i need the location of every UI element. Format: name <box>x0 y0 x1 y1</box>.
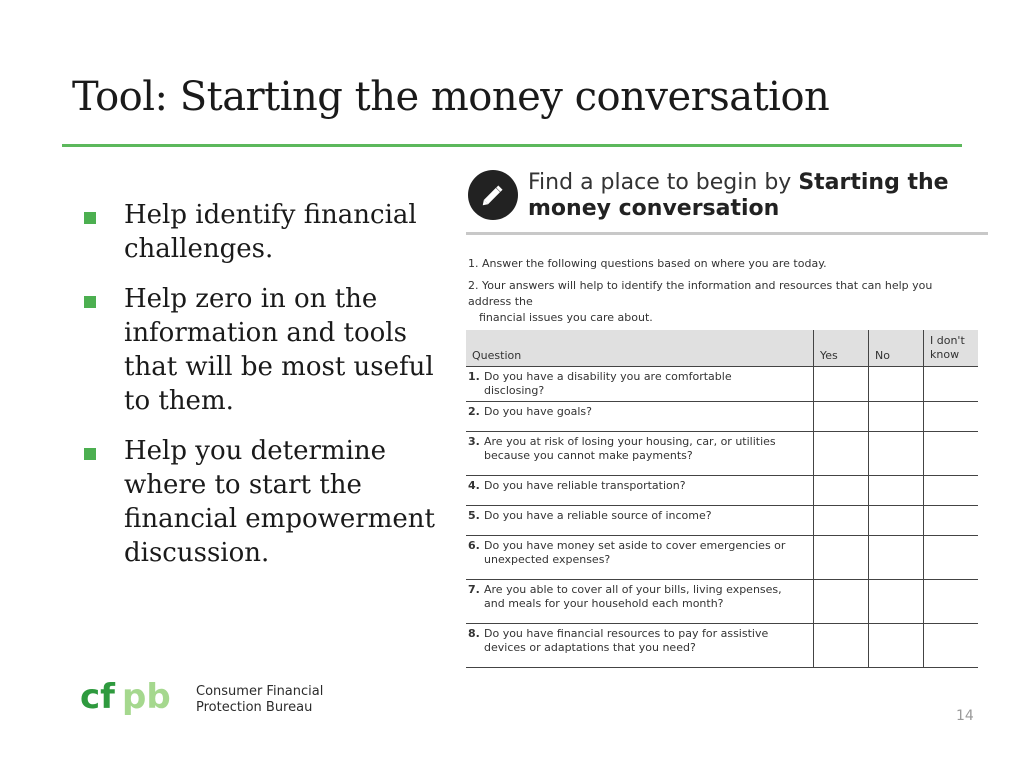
yes-answer-cell[interactable] <box>814 624 869 668</box>
yes-answer-cell[interactable] <box>814 367 869 402</box>
question-cell <box>466 402 814 432</box>
title-divider <box>62 144 962 147</box>
question-number: 5. <box>468 509 480 522</box>
svg-text:pb: pb <box>122 677 171 717</box>
no-answer-cell[interactable] <box>869 580 924 624</box>
table-row <box>466 432 978 476</box>
cfpb-logo-icon <box>80 676 190 726</box>
worksheet-heading-bold-2: money conversation <box>528 196 780 221</box>
instruction-1: 1. Answer the following questions based on where you are today. <box>468 257 827 270</box>
question-number: 6. <box>468 539 480 552</box>
agency-name <box>196 684 323 716</box>
question-text: Do you have goals? <box>484 405 592 418</box>
no-answer-cell[interactable] <box>869 536 924 580</box>
question-number: 3. <box>468 435 480 448</box>
slide-title: Tool: Starting the money conversation <box>72 74 830 120</box>
question-text: Do you have money set aside to cover emergencies or unexpected expenses? <box>484 539 786 566</box>
table-header-row <box>466 330 978 367</box>
table-row <box>466 580 978 624</box>
yes-answer-cell[interactable] <box>814 402 869 432</box>
table-row <box>466 367 978 402</box>
pencil-icon <box>468 170 518 220</box>
agency-name-line-1: Consumer Financial <box>196 684 324 699</box>
worksheet-heading <box>528 170 949 222</box>
column-header-dont-know <box>924 330 979 367</box>
no-answer-cell[interactable] <box>869 476 924 506</box>
no-answer-cell[interactable] <box>869 402 924 432</box>
question-text: Are you able to cover all of your bills, living expenses, and meals for your household each month? <box>484 583 782 610</box>
question-cell <box>466 624 814 668</box>
dont-know-answer-cell[interactable] <box>924 506 979 536</box>
bullet-item <box>84 282 444 418</box>
question-cell <box>466 506 814 536</box>
dont-know-answer-cell[interactable] <box>924 402 979 432</box>
question-text: Do you have reliable transportation? <box>484 479 686 492</box>
table-row <box>466 476 978 506</box>
bullet-text: Help identify financial challenges. <box>124 200 417 264</box>
worksheet-instructions <box>468 256 968 332</box>
column-header-dont-know-line-2: know <box>930 348 960 361</box>
table-row <box>466 506 978 536</box>
worksheet-image <box>466 168 988 674</box>
worksheet-heading-bold-1: Starting the <box>798 170 949 195</box>
worksheet-divider <box>466 232 988 235</box>
bullet-item <box>84 434 444 570</box>
bullet-text: Help you determine where to start the financial empowerment discussion. <box>124 436 435 568</box>
question-cell <box>466 367 814 402</box>
no-answer-cell[interactable] <box>869 506 924 536</box>
square-bullet-icon <box>84 212 96 224</box>
question-text: Do you have a disability you are comfortable disclosing? <box>484 370 732 397</box>
instruction-2-line-2: financial issues you care about. <box>479 311 653 324</box>
yes-answer-cell[interactable] <box>814 432 869 476</box>
yes-answer-cell[interactable] <box>814 580 869 624</box>
dont-know-answer-cell[interactable] <box>924 580 979 624</box>
worksheet-heading-regular: Find a place to begin by <box>528 170 792 195</box>
question-text: Are you at risk of losing your housing, car, or utilities because you cannot make payments? <box>484 435 776 462</box>
dont-know-answer-cell[interactable] <box>924 624 979 668</box>
dont-know-answer-cell[interactable] <box>924 476 979 506</box>
instruction-2 <box>468 278 968 326</box>
question-number: 2. <box>468 405 480 418</box>
svg-text:cf: cf <box>80 677 115 717</box>
question-number: 8. <box>468 627 480 640</box>
yes-answer-cell[interactable] <box>814 536 869 580</box>
questions-table <box>466 330 978 668</box>
yes-answer-cell[interactable] <box>814 506 869 536</box>
worksheet-header <box>466 168 988 228</box>
question-number: 7. <box>468 583 480 596</box>
bullet-text: Help zero in on the information and tools that will be most useful to them. <box>124 284 434 416</box>
instruction-2-line-1: 2. Your answers will help to identify the information and resources that can help you address the <box>468 279 933 308</box>
table-row <box>466 624 978 668</box>
square-bullet-icon <box>84 296 96 308</box>
square-bullet-icon <box>84 448 96 460</box>
dont-know-answer-cell[interactable] <box>924 367 979 402</box>
question-number: 1. <box>468 370 480 383</box>
question-cell <box>466 432 814 476</box>
no-answer-cell[interactable] <box>869 624 924 668</box>
column-header-yes: Yes <box>814 330 869 367</box>
bullet-list <box>84 198 444 586</box>
column-header-dont-know-line-1: I don't <box>930 334 965 347</box>
bullet-item <box>84 198 444 266</box>
question-text: Do you have a reliable source of income? <box>484 509 712 522</box>
yes-answer-cell[interactable] <box>814 476 869 506</box>
no-answer-cell[interactable] <box>869 367 924 402</box>
agency-name-line-2: Protection Bureau <box>196 700 313 715</box>
question-cell <box>466 476 814 506</box>
no-answer-cell[interactable] <box>869 432 924 476</box>
question-number: 4. <box>468 479 480 492</box>
question-cell <box>466 580 814 624</box>
question-cell <box>466 536 814 580</box>
page-number: 14 <box>956 708 974 724</box>
column-header-no: No <box>869 330 924 367</box>
table-row <box>466 402 978 432</box>
dont-know-answer-cell[interactable] <box>924 536 979 580</box>
dont-know-answer-cell[interactable] <box>924 432 979 476</box>
question-text: Do you have financial resources to pay for assistive devices or adaptations that you need? <box>484 627 769 654</box>
table-row <box>466 536 978 580</box>
column-header-question: Question <box>466 330 814 367</box>
